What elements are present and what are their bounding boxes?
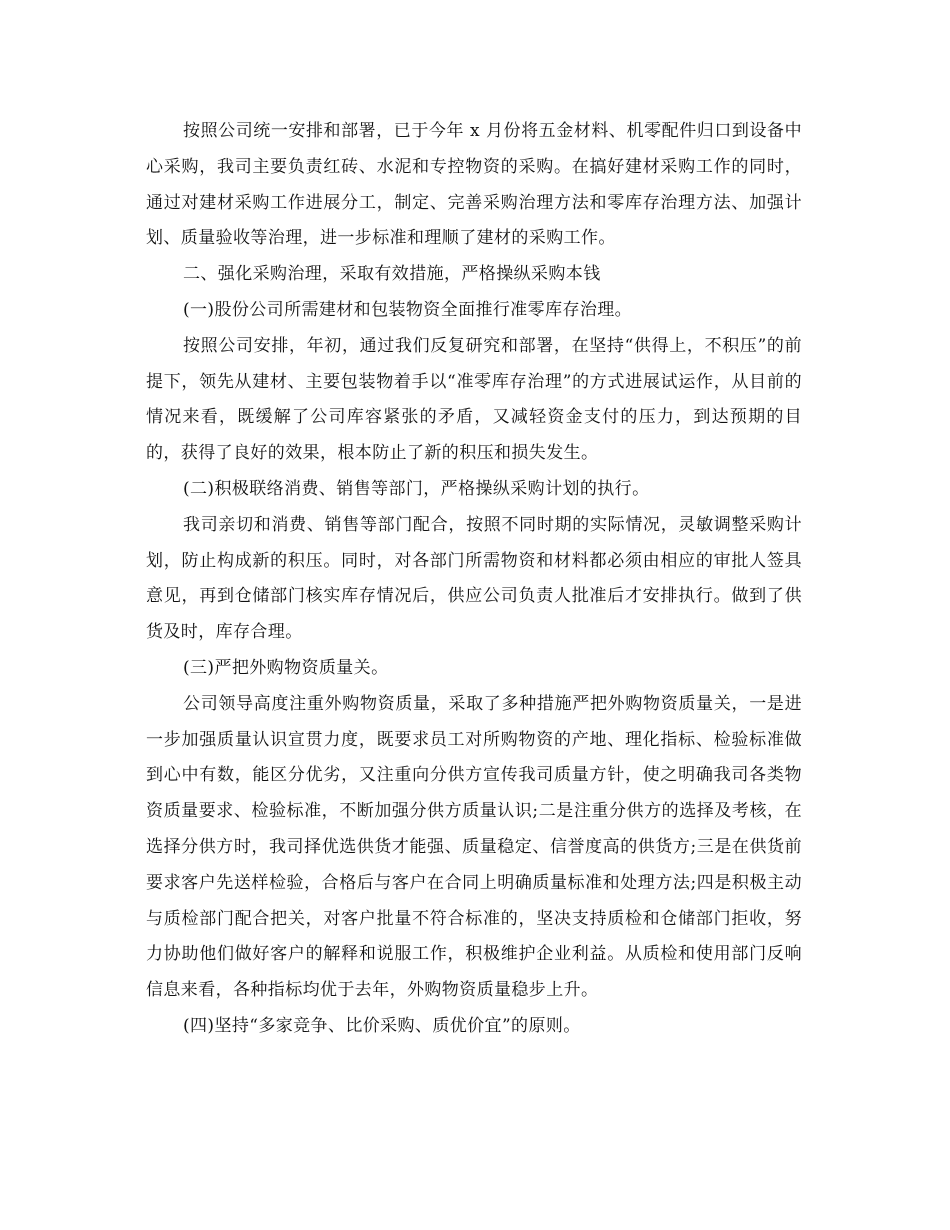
subheading-3: (三)严把外购物资质量关。 <box>183 657 389 678</box>
subheading-1: (一)股份公司所需建材和包装物资全面推行准零库存治理。 <box>183 299 633 320</box>
paragraph-purchase-plan: 我司亲切和消费、销售等部门配合，按照不同时期的实际情况，灵敏调整采购计划，防止构成新的积压。同时，对各部门所需物资和材料都必须由相应的审批人签具意见，再到仓储部门核实库存情况后，供应公司负责人批准后才安排执行。做到了供货及时，库存合理。 <box>146 514 802 643</box>
subheading-2: (二)积极联络消费、销售等部门，严格操纵采购计划的执行。 <box>183 478 650 499</box>
paragraph-quality-control: 公司领导高度注重外购物资质量，采取了多种措施严把外购物资质量关，一是进一步加强质量认识宣贯力度，既要求员工对所购物资的产地、理化指标、检验标准做到心中有数，能区分优劣，又注重向分供方宣传我司质量方针，使之明确我司各类物资质量要求、检验标准，不断加强分供方质量认识;二是注重分供方的选择及考核，在选择分供方时，我司择优选供货才能强、质量稳定、信誉度高的供货方;三是在供货前要求客户先送样检验，合格后与客户在合同上明确质量标准和处理方法;四是积极主动与质检部门配合把关，对客户批量不符合标准的，坚决支持质检和仓储部门拒收，努力协助他们做好客户的解释和说服工作，积极维护企业利益。从质检和使用部门反响信息来看，各种指标均优于去年，外购物资质量稳步上升。 <box>146 693 802 1001</box>
subheading-4: (四)坚持“多家竞争、比价采购、质优价宜”的原则。 <box>183 1015 581 1036</box>
document-body <box>146 114 802 1045</box>
section-heading-2: 二、强化采购治理，采取有效措施，严格操纵采购本钱 <box>183 264 601 285</box>
paragraph-intro: 按照公司统一安排和部署，已于今年 x 月份将五金材料、机零配件归口到设备中心采购，我司主要负责红砖、水泥和专控物资的采购。在搞好建材采购工作的同时，通过对建材采购工作进展分工，制定、完善采购治理方法和零库存治理方法、加强计划、质量验收等治理，进一步标准和理顺了建材的采购工作。 <box>146 121 802 249</box>
paragraph-zero-inventory: 按照公司安排，年初，通过我们反复研究和部署，在坚持“供得上，不积压”的前提下，领先从建材、主要包装物着手以“准零库存治理”的方式进展试运作，从目前的情况来看，既缓解了公司库容紧张的矛盾，又减轻资金支付的压力，到达预期的目的，获得了良好的效果，根本防止了新的积压和损失发生。 <box>146 335 802 464</box>
